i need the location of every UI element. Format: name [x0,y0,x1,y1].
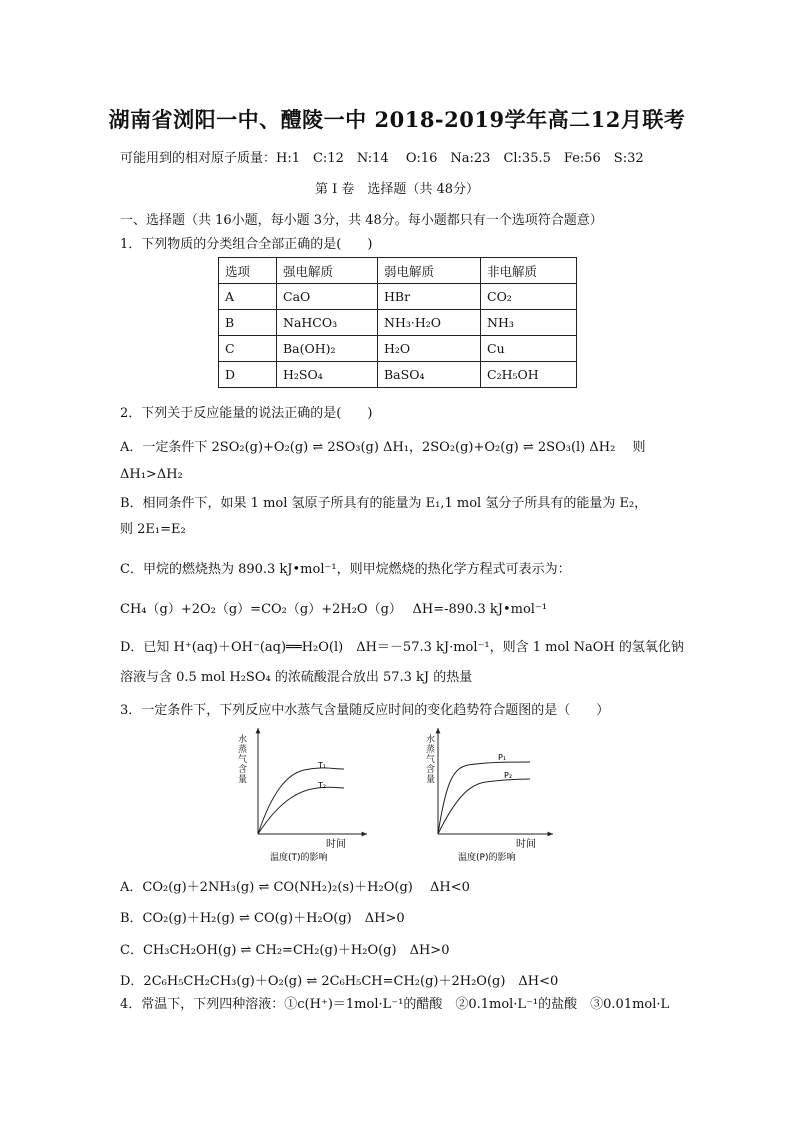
curve-p2 [438,779,530,834]
q3-option-b: B．CO₂(g)＋H₂(g) ⇌ CO(g)＋H₂O(g) ΔH>0 [120,911,405,926]
table-cell: NH₃ [481,310,577,336]
curve-label-p2: P₂ [504,771,513,780]
q3-graph-temperature [232,722,382,867]
q1-table [218,257,577,388]
graph-caption: 温度(P)的影响 [458,853,516,863]
table-cell: CO₂ [481,284,577,310]
curve-label-t2: T₂ [318,781,327,790]
table-header-row [219,258,577,284]
table-cell: HBr [378,284,481,310]
table-row [219,336,577,362]
table-cell: C₂H₅OH [481,362,577,388]
table-cell: NH₃·H₂O [378,310,481,336]
table-cell: D [219,362,277,388]
table-cell: BaSO₄ [378,362,481,388]
table-cell: NaHCO₃ [277,310,378,336]
table-header: 选项 [219,258,277,284]
table-row [219,310,577,336]
q2-option-d: D．已知 H⁺(aq)＋OH⁻(aq)══H₂O(l) ΔH＝－57.3 kJ·mol⁻¹，则含 1 mol NaOH 的氢氧化钠 [120,640,684,655]
q1-stem: 1．下列物质的分类组合全部正确的是( ) [120,237,373,252]
table-cell: Cu [481,336,577,362]
graph2-ylabel: 水蒸气含量 [426,735,436,785]
q2-option-a: A．一定条件下 2SO₂(g)+O₂(g) ⇌ 2SO₃(g) ΔH₁，2SO₂(g)+O₂(g) ⇌ 2SO₃(l) ΔH₂ 则 [120,440,646,455]
section-intro: 一、选择题（共 16小题，每小题 3分，共 48分。每小题都只有一个选项符合题意） [120,213,603,228]
q3-option-c: C．CH₃CH₂OH(g) ⇌ CH₂=CH₂(g)＋H₂O(g) ΔH>0 [120,943,450,958]
part-title: 第 I 卷 选择题（共 48分） [314,182,480,197]
table-header: 非电解质 [481,258,577,284]
table-cell: H₂O [378,336,481,362]
x-axis-label: 时间 [516,839,536,850]
table-header: 弱电解质 [378,258,481,284]
curve-label-t1: T₁ [318,761,327,770]
table-cell: CaO [277,284,378,310]
curve-label-p1: P₁ [498,753,507,762]
q2-option-d-cont: 溶液与含 0.5 mol H₂SO₄ 的浓硫酸混合放出 57.3 kJ 的热量 [120,670,473,685]
q3-option-a: A．CO₂(g)＋2NH₃(g) ⇌ CO(NH₂)₂(s)＋H₂O(g) ΔH<0 [120,880,470,895]
q2-stem: 2．下列关于反应能量的说法正确的是( ) [120,406,373,421]
table-cell: H₂SO₄ [277,362,378,388]
q2-option-c: C．甲烷的燃烧热为 890.3 kJ•mol⁻¹，则甲烷燃烧的热化学方程式可表示为： [120,562,571,577]
table-cell: A [219,284,277,310]
q4-stem: 4．常温下，下列四种溶液：①c(H⁺)＝1mol·L⁻¹的醋酸 ②0.1mol·L⁻¹的盐酸 ③0.01mol·L [120,997,670,1012]
q3-stem: 3．一定条件下，下列反应中水蒸气含量随反应时间的变化趋势符合题图的是（ ） [120,703,610,718]
table-cell: Ba(OH)₂ [277,336,378,362]
x-axis-label: 时间 [326,839,346,850]
table-cell: C [219,336,277,362]
q3-option-d: D．2C₆H₅CH₂CH₃(g)＋O₂(g) ⇌ 2C₆H₅CH=CH₂(g)＋2H₂O(g) ΔH<0 [120,974,559,989]
q3-graph-pressure [418,722,568,867]
table-header: 强电解质 [277,258,378,284]
atomic-masses: 可能用到的相对原子质量：H:1 C:12 N:14 O:16 Na:23 Cl:35.5 Fe:56 S:32 [120,151,644,166]
q2-option-c-equation: CH₄（g）+2O₂（g）=CO₂（g）+2H₂O（g） ΔH=-890.3 kJ•mol⁻¹ [120,602,548,617]
curve-t2 [258,787,344,834]
q2-option-b: B．相同条件下，如果 1 mol 氢原子所具有的能量为 E₁,1 mol 氢分子所具有的能量为 E₂， [120,496,648,511]
q2-option-a-cont: ΔH₁>ΔH₂ [120,467,183,482]
table-row [219,362,577,388]
graph1-ylabel: 水蒸气含量 [238,735,248,785]
page-title: 湖南省浏阳一中、醴陵一中 2018-2019学年高二12月联考 [108,107,686,132]
table-cell: B [219,310,277,336]
q2-option-b-cont: 则 2E₁=E₂ [120,522,186,537]
table-row [219,284,577,310]
curve-p1 [438,762,530,834]
graph-caption: 温度(T)的影响 [270,853,328,863]
curve-t1 [258,768,344,834]
